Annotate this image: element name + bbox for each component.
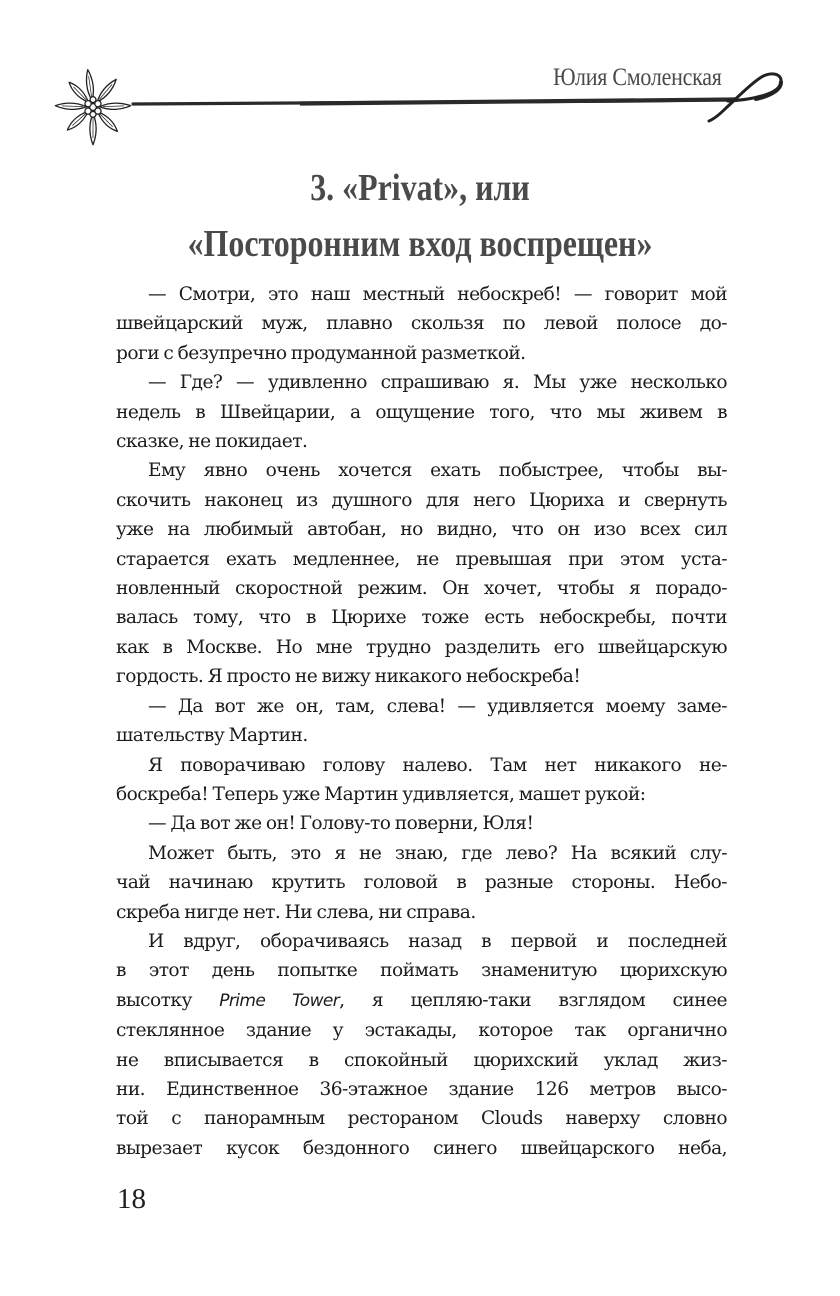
body-line: — Да вот же он! Голову-то поверни, Юля!: [148, 813, 534, 835]
body-line: скреба нигде нет. Ни слева, ни справа.: [116, 901, 476, 923]
body-line-text: высотку: [116, 989, 220, 1011]
body-line: той с панорамным рестораном Clouds наверху словно: [116, 1108, 727, 1130]
body-line: Ему явно очень хочется ехать побыстрее, чтобы вы-: [148, 460, 727, 482]
body-line: И вдруг, оборачиваясь назад в первой и последней: [148, 930, 727, 952]
italic-term: Prime Tower: [219, 990, 340, 1011]
chapter-title: [0, 160, 840, 272]
body-line: [116, 986, 727, 1016]
body-line: — Где? — удивленно спрашиваю я. Мы уже несколько: [148, 372, 727, 394]
body-line: швейцарский муж, плавно скользя по левой полосе до-: [116, 313, 727, 335]
body-line: вырезает кусок бездонного синего швейцарского неба,: [116, 1137, 727, 1159]
body-line: старается ехать медленнее, не превышая при этом уста-: [116, 548, 727, 570]
body-line: уже на любимый автобан, но видно, что он изо всех сил: [116, 519, 727, 541]
body-line: стеклянное здание у эстакады, которое так органично: [116, 1020, 727, 1042]
body-line: новленный скоростной режим. Он хочет, чтобы я порадо-: [116, 578, 727, 600]
body-line: Может быть, это я не знаю, где лево? На всякий слу-: [148, 842, 727, 864]
body-line: в этот день попытке поймать знаменитую цюрихскую: [116, 960, 727, 982]
body-text: [116, 280, 727, 1163]
body-line: — Смотри, это наш местный небоскреб! — говорит мой: [148, 284, 727, 305]
chapter-title-line-2: «Посторонним вход воспрещен»: [187, 223, 653, 265]
body-line: сказке, не покидает.: [116, 431, 308, 453]
body-line: гордость. Я просто не вижу никакого небоскреба!: [116, 666, 581, 688]
edelweiss-flower-icon: [52, 66, 134, 148]
body-line: чай начинаю крутить головой в разные стороны. Небо-: [116, 872, 727, 894]
body-line: шательству Мартин.: [116, 725, 308, 747]
body-line: как в Москве. Но мне трудно разделить его швейцарскую: [116, 636, 727, 658]
body-line-text: , я цепляю-таки взглядом синее: [339, 989, 727, 1011]
body-line: ни. Единственное 36-этажное здание 126 метров высо-: [116, 1078, 727, 1100]
chapter-title-line-1: 3. «Privat», или: [310, 167, 530, 209]
body-line: валась тому, что в Цюрихе тоже есть небоскребы, почти: [116, 607, 727, 629]
body-line: недель в Швейцарии, а ощущение того, что мы живем в: [116, 401, 727, 423]
body-line: боскреба! Теперь уже Мартин удивляется, машет рукой:: [116, 783, 646, 805]
page-number: 18: [117, 1183, 146, 1215]
body-line: Я поворачиваю голову налево. Там нет никакого не-: [148, 754, 727, 776]
body-line: — Да вот же он, там, слева! — удивляется моему заме-: [148, 695, 727, 717]
body-line: скочить наконец из душного для него Цюриха и свернуть: [116, 489, 727, 511]
running-head-author: Юлия Смоленская: [553, 64, 722, 91]
body-line: роги с безупречно продуманной разметкой.: [116, 342, 526, 364]
page-header: [0, 0, 840, 140]
body-line: не вписывается в спокойный цюрихский уклад жиз-: [116, 1049, 727, 1071]
